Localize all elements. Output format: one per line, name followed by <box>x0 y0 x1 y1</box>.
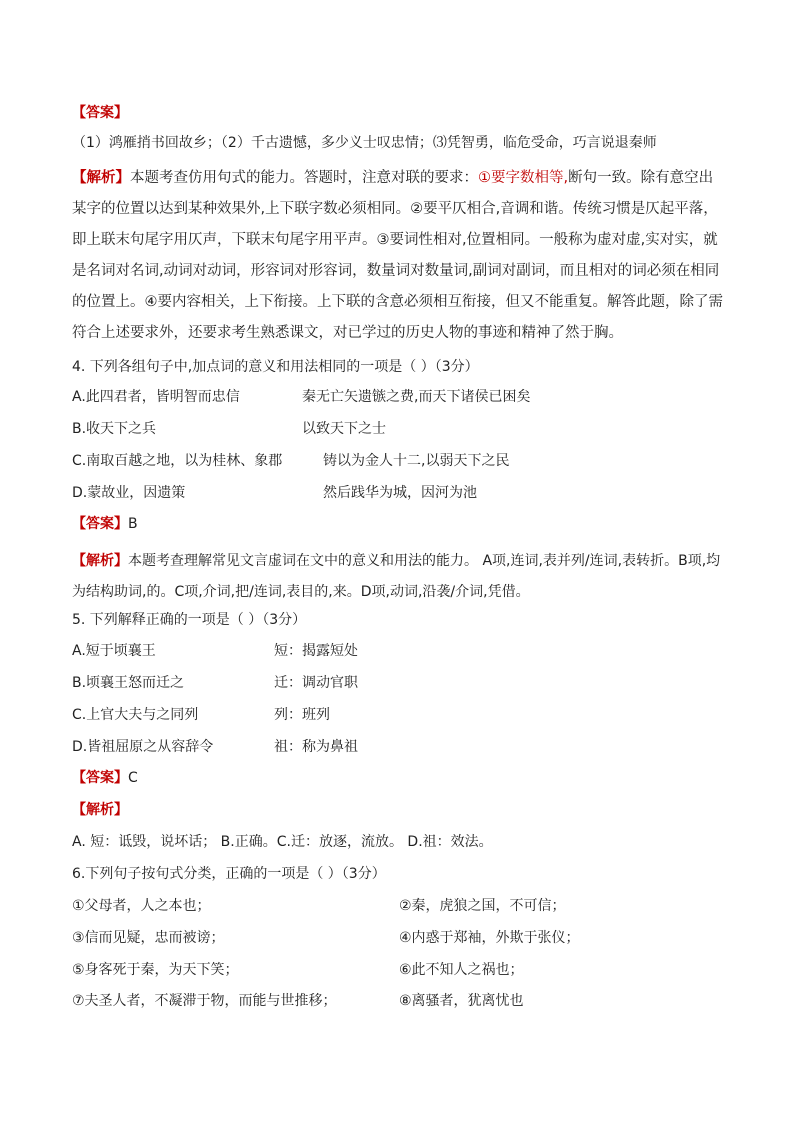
q4-option-d: D.蒙故业，因遗策 <box>72 485 186 501</box>
q5-option-a: A.短于顷襄王 <box>72 643 156 659</box>
q4-option-b-pair: 以致天下之士 <box>302 421 386 437</box>
q6-item-4: ④内惑于郑袖，外欺于张仪； <box>399 930 580 946</box>
q6-item-6: ⑥此不知人之祸也； <box>399 962 524 978</box>
q5-option-b: B.顷襄王怒而迁之 <box>72 675 185 691</box>
q4-answer-value: B <box>128 516 138 532</box>
analysis-label: 【解析】 <box>72 170 130 186</box>
answer-label: 【答案】 <box>72 770 128 786</box>
q4-option-b: B.收天下之兵 <box>72 421 157 437</box>
q6-item-7: ⑦夫圣人者，不凝滞于物，而能与世推移； <box>72 993 337 1009</box>
q6-item-8: ⑧离骚者，犹离忧也 <box>399 993 524 1009</box>
q4-answer <box>72 514 138 534</box>
q5-analysis-text: A. 短：诋毁，说坏话； B.正确。C.迁：放逐，流放。 D.祖：效法。 <box>72 834 493 850</box>
q4-option-d-pair: 然后践华为城，因河为池 <box>323 485 477 501</box>
q5-option-d: D.皆祖屈原之从容辞令 <box>72 739 214 755</box>
q6-item-5: ⑤身客死于秦，为天下笑； <box>72 962 239 978</box>
analysis-label: 【解析】 <box>72 553 128 569</box>
q5-option-c: C.上官大夫与之同列 <box>72 707 199 723</box>
q5-option-c-gloss: 列：班列 <box>274 707 330 723</box>
answer-label: 【答案】 <box>72 105 128 121</box>
q5-answer <box>72 768 138 788</box>
analysis-label: 【解析】 <box>72 802 128 818</box>
q3-analysis-rest: 断句一致。除有意空出某字的位置以达到某种效果外,上下联字数必须相同。②要平仄相合,音调和谐。传统习惯是仄起平落，即上联末句尾字用仄声，下联末句尾字用平声。③要词性相对,位置相同。一般称为虚对虚,实对实，就是名词对名词,动词对动词，形容词对形容词，数量词对数量词,副词对副词，而且相对的词必须在相同的位置上。④要内容相关，上下衔接。上下联的含意必须相互衔接，但又不能重复。解答此题，除了需符合上述要求外，还要求考生熟悉课文，对已学过的历史人物的事迹和精神了然于胸。 <box>72 170 723 341</box>
q6-item-1: ①父母者，人之本也； <box>72 898 211 914</box>
q6-item-2: ②秦，虎狼之国，不可信； <box>399 898 566 914</box>
q4-option-a: A.此四君者，皆明智而忠信 <box>72 389 240 405</box>
q6-item-3: ③信而见疑，忠而被谤； <box>72 930 225 946</box>
answer-label: 【答案】 <box>72 516 128 532</box>
q5-answer-value: C <box>128 770 138 786</box>
q4-option-c-pair: 铸以为金人十二,以弱天下之民 <box>323 453 510 469</box>
q4-option-a-pair: 秦无亡矢遗镞之费,而天下诸侯已困矣 <box>302 389 531 405</box>
q3-analysis-prefix: 本题考查仿用句式的能力。答题时，注意对联的要求： <box>130 170 478 186</box>
q4-analysis-text: 本题考查理解常见文言虚词在文中的意义和用法的能力。 A项,连词,表并列/连词,表转折。B项,均为结构助词,的。C项,介词,把/连词,表目的,来。D项,动词,沿袭/介词,凭借。 <box>72 553 721 600</box>
q5-option-d-gloss: 祖：称为鼻祖 <box>274 739 358 755</box>
q3-analysis <box>72 163 724 349</box>
q4-analysis <box>72 546 724 608</box>
q4-stem: 4. 下列各组句子中,加点词的意义和用法相同的一项是（ ）（3分） <box>72 359 479 375</box>
q5-option-b-gloss: 迁：调动官职 <box>274 675 358 691</box>
q5-option-a-gloss: 短：揭露短处 <box>274 643 358 659</box>
q3-analysis-highlight: ①要字数相等, <box>478 170 569 186</box>
q5-stem: 5. 下列解释正确的一项是（ ）（3分） <box>72 612 307 628</box>
q3-answer-text: （1）鸿雁捎书回故乡；（2）千古遗憾，多少义士叹忠情；⑶凭智勇，临危受命，巧言说退秦师 <box>72 135 657 151</box>
q4-option-c: C.南取百越之地，以为桂林、象郡 <box>72 453 283 469</box>
q6-stem: 6.下列句子按句式分类，正确的一项是（ ）（3分） <box>72 866 386 882</box>
